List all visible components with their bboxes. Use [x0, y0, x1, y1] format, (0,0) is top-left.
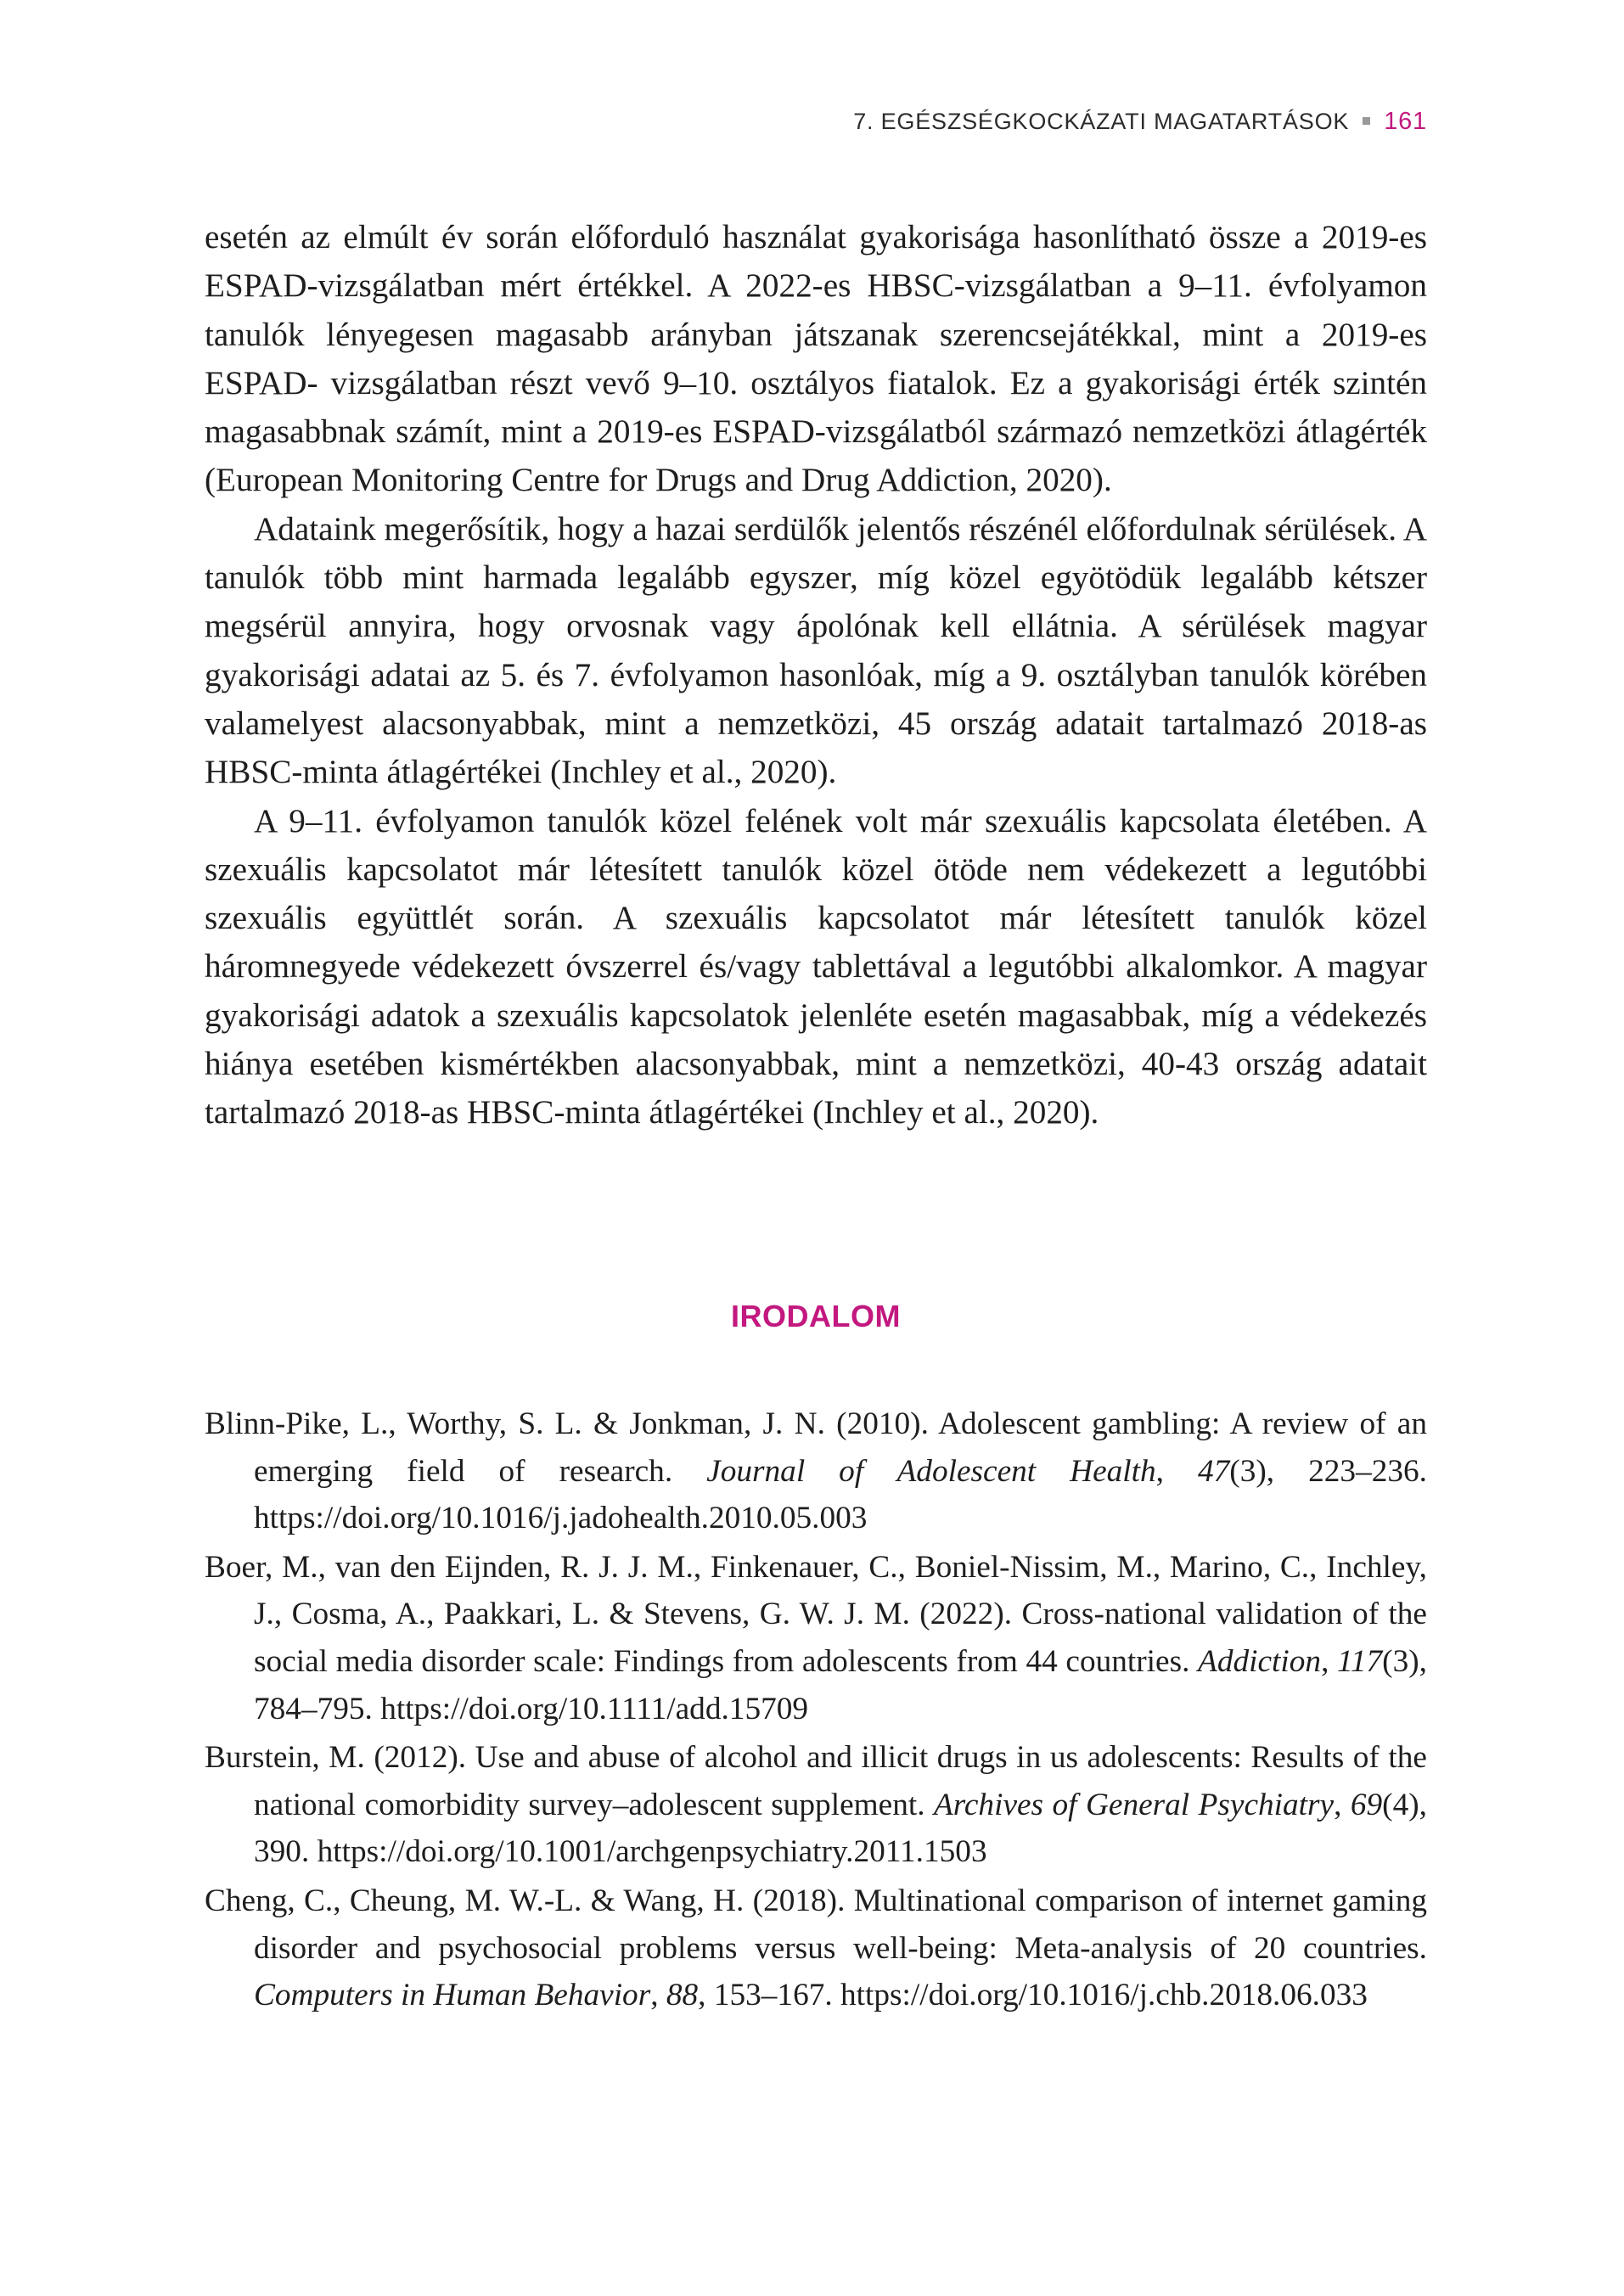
- journal-volume: 117: [1336, 1643, 1383, 1679]
- reference-item: Cheng, C., Cheung, M. W.-L. & Wang, H. (2018). Multinational comparison of internet gaming disorder and psychosocial problems versus well-being: Meta-analysis of 20 countries. Computers in Human Behavior, 88, 153–167. https://doi.org/10.1016/j.chb.2018.06.033: [205, 1883, 1427, 2013]
- references-heading: IRODALOM: [731, 1299, 901, 1333]
- journal-volume: 69: [1350, 1787, 1383, 1822]
- running-header: [853, 108, 1427, 136]
- journal-title: Archives of General Psychiatry: [933, 1787, 1335, 1822]
- reference-item: Blinn-Pike, L., Worthy, S. L. & Jonkman, J. N. (2010). Adolescent gambling: A review of an emerging field of research. Journal of Adolescent Health, 47(3), 223–236. https://doi.org/10.1016/j.jadohealth.2010.05.003: [205, 1406, 1427, 1536]
- page-number: 161: [1384, 108, 1427, 135]
- header-separator-square: [1363, 117, 1370, 125]
- journal-volume: 47: [1198, 1453, 1230, 1489]
- reference-item: Burstein, M. (2012). Use and abuse of alcohol and illicit drugs in us adolescents: Results of the national comorbidity survey–adolescent supplement. Archives of General Psychiatry, 69(4), 390. https://doi.org/10.1001/archgenpsychiatry.2011.1503: [205, 1740, 1427, 1870]
- paragraph: Adataink megerősítik, hogy a hazai serdülők jelentős részénél előfordulnak sérülések. A tanulók több mint harmada legalább egyszer, míg közel egyötödük legalább kétszer megsérül annyira, hogy orvosnak vagy ápolónak kell ellátnia. A sérülések magyar gyakorisági adatai az 5. és 7. évfolyamon hasonlóak, míg a 9. osztályban tanulók körében valamelyest alacsonyabbak, mint a nemzetközi, 45 ország adatait tartalmazó 2018-as HBSC-minta átlagértékei (Inchley et al., 2020).: [205, 510, 1428, 791]
- journal-volume: 88: [666, 1978, 699, 2013]
- journal-title: Computers in Human Behavior: [254, 1978, 651, 2013]
- paragraph: esetén az elmúlt év során előforduló használat gyakorisága hasonlítható össze a 2019-es ESPAD-vizsgálatban mért értékkel. A 2022-es HBSC-vizsgálatban a 9–11. évfolyamon tanulók lényegesen magasabb arányban játszanak szerencsejátékkal, mint a 2019-es ESPAD- vizsgálatban részt vevő 9–10. osztályos fiatalok. Ez a gyakorisági érték szintén magasabbnak számít, mint a 2019-es ESPAD-vizsgálatból származó nemzetközi átlagérték (European Monitoring Centre for Drugs and Drug Addiction, 2020).: [205, 219, 1427, 499]
- reference-list: [205, 1401, 1427, 2021]
- body-text: [205, 213, 1427, 1137]
- journal-title: Journal of Adolescent Health: [706, 1453, 1156, 1489]
- paragraph: A 9–11. évfolyamon tanulók közel felének volt már szexuális kapcsolata életében. A szexuális kapcsolatot már létesített tanulók közel ötöde nem védekezett a legutóbbi szexuális együttlét során. A szexuális kapcsolatot már létesített tanulók közel háromnegyede védekezett óvszerrel és/vagy tablettával a legutóbbi alkalomkor. A magyar gyakorisági adatok a szexuális kapcsolatok jelenléte esetén magasabbak, míg a védekezés hiánya esetében kismértékben alacsonyabbak, mint a nemzetközi, 40-43 ország adatait tartalmazó 2018-as HBSC-minta átlagértékei (Inchley et al., 2020).: [205, 802, 1427, 1131]
- chapter-title: 7. EGÉSZSÉGKOCKÁZATI MAGATARTÁSOK: [853, 109, 1350, 134]
- reference-item: Boer, M., van den Eijnden, R. J. J. M., Finkenauer, C., Boniel-Nissim, M., Marino, C., Inchley, J., Cosma, A., Paakkari, L. & Stevens, G. W. J. M. (2022). Cross-national validation of the social media disorder scale: Findings from adolescents from 44 countries. Addiction, 117(3), 784–795. https://doi.org/10.1111/add.15709: [205, 1549, 1427, 1726]
- journal-title: Addiction: [1198, 1643, 1322, 1679]
